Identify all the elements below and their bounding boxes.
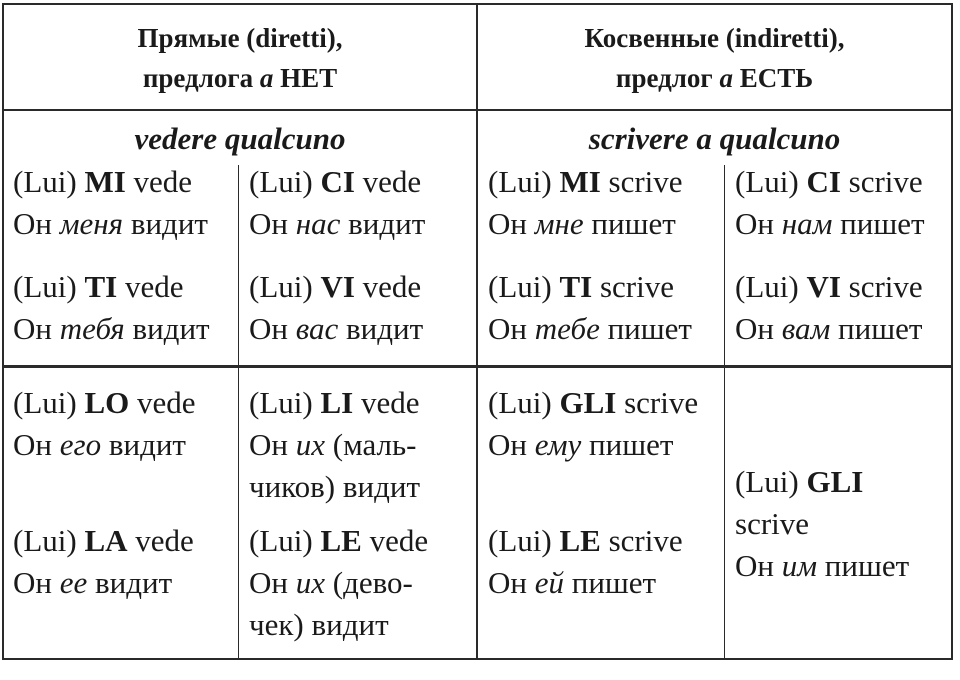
cell-mi-scrive bbox=[488, 161, 683, 245]
russian-line: Он тебе пишет bbox=[488, 311, 692, 346]
subheader-direct: vedere qualcuno bbox=[134, 121, 346, 156]
cell-vi-vede bbox=[249, 266, 423, 350]
header-direct-line2: предлога а НЕТ bbox=[142, 63, 338, 93]
italian-line: (Lui) GLI bbox=[735, 464, 864, 499]
russian-line: Он их (дево- bbox=[249, 565, 413, 600]
italian-line-continued: scrive bbox=[735, 506, 810, 541]
cell-li-vede bbox=[249, 382, 420, 508]
header-direct bbox=[4, 5, 476, 111]
italian-line: (Lui) TI scrive bbox=[488, 269, 674, 304]
italian-line: (Lui) GLI scrive bbox=[488, 385, 699, 420]
russian-line: Он мне пишет bbox=[488, 206, 676, 241]
italian-line: (Lui) TI vede bbox=[13, 269, 184, 304]
italian-line: (Lui) CI scrive bbox=[735, 164, 923, 199]
cell-gli-scrive-plural bbox=[735, 461, 909, 587]
italian-line: (Lui) LE vede bbox=[249, 523, 429, 558]
indirect-column-divider-top bbox=[724, 165, 725, 365]
cell-le-scrive bbox=[488, 520, 683, 604]
cell-ci-scrive bbox=[735, 161, 925, 245]
russian-line: Он тебя видит bbox=[13, 311, 210, 346]
cell-le-vede bbox=[249, 520, 428, 646]
russian-line: Он вас видит bbox=[249, 311, 424, 346]
russian-line: Он ей пишет bbox=[488, 565, 657, 600]
italian-line: (Lui) MI scrive bbox=[488, 164, 683, 199]
russian-line: Он ему пишет bbox=[488, 427, 674, 462]
cell-ti-vede bbox=[13, 266, 210, 350]
header-indirect-line2: предлог а ЕСТЬ bbox=[615, 63, 814, 93]
italian-line: (Lui) LO vede bbox=[13, 385, 196, 420]
russian-line: Он нас видит bbox=[249, 206, 426, 241]
russian-line-continued: чек) видит bbox=[249, 607, 389, 642]
subheader-indirect: scrivere a qualcuno bbox=[588, 121, 841, 156]
russian-line: Он нам пишет bbox=[735, 206, 925, 241]
cell-lo-vede bbox=[13, 382, 196, 466]
italian-line: (Lui) LI vede bbox=[249, 385, 420, 420]
russian-line: Он вам пишет bbox=[735, 311, 923, 346]
russian-line: Он ее видит bbox=[13, 565, 173, 600]
italian-line: (Lui) LE scrive bbox=[488, 523, 683, 558]
header-indirect-line1: Косвенные (indiretti), bbox=[584, 23, 845, 53]
cell-la-vede bbox=[13, 520, 194, 604]
cell-gli-scrive bbox=[488, 382, 698, 466]
direct-column-divider-top bbox=[238, 165, 239, 365]
indirect-column-divider-bottom bbox=[724, 368, 725, 658]
italian-line: (Lui) LA vede bbox=[13, 523, 194, 558]
direct-column-divider-bottom bbox=[238, 368, 239, 658]
russian-line: Он его видит bbox=[13, 427, 186, 462]
russian-line: Он их (маль- bbox=[249, 427, 417, 462]
cell-mi-vede bbox=[13, 161, 208, 245]
russian-line: Он меня видит bbox=[13, 206, 208, 241]
header-direct-line1: Прямые (diretti), bbox=[137, 23, 343, 53]
russian-line-continued: чиков) видит bbox=[249, 469, 421, 504]
russian-line: Он им пишет bbox=[735, 548, 910, 583]
italian-line: (Lui) MI vede bbox=[13, 164, 193, 199]
cell-ti-scrive bbox=[488, 266, 692, 350]
cell-ci-vede bbox=[249, 161, 425, 245]
italian-line: (Lui) VI vede bbox=[249, 269, 422, 304]
italian-line: (Lui) CI vede bbox=[249, 164, 422, 199]
pronoun-table bbox=[2, 3, 953, 660]
cell-vi-scrive bbox=[735, 266, 923, 350]
header-indirect bbox=[478, 5, 951, 111]
italian-line: (Lui) VI scrive bbox=[735, 269, 923, 304]
